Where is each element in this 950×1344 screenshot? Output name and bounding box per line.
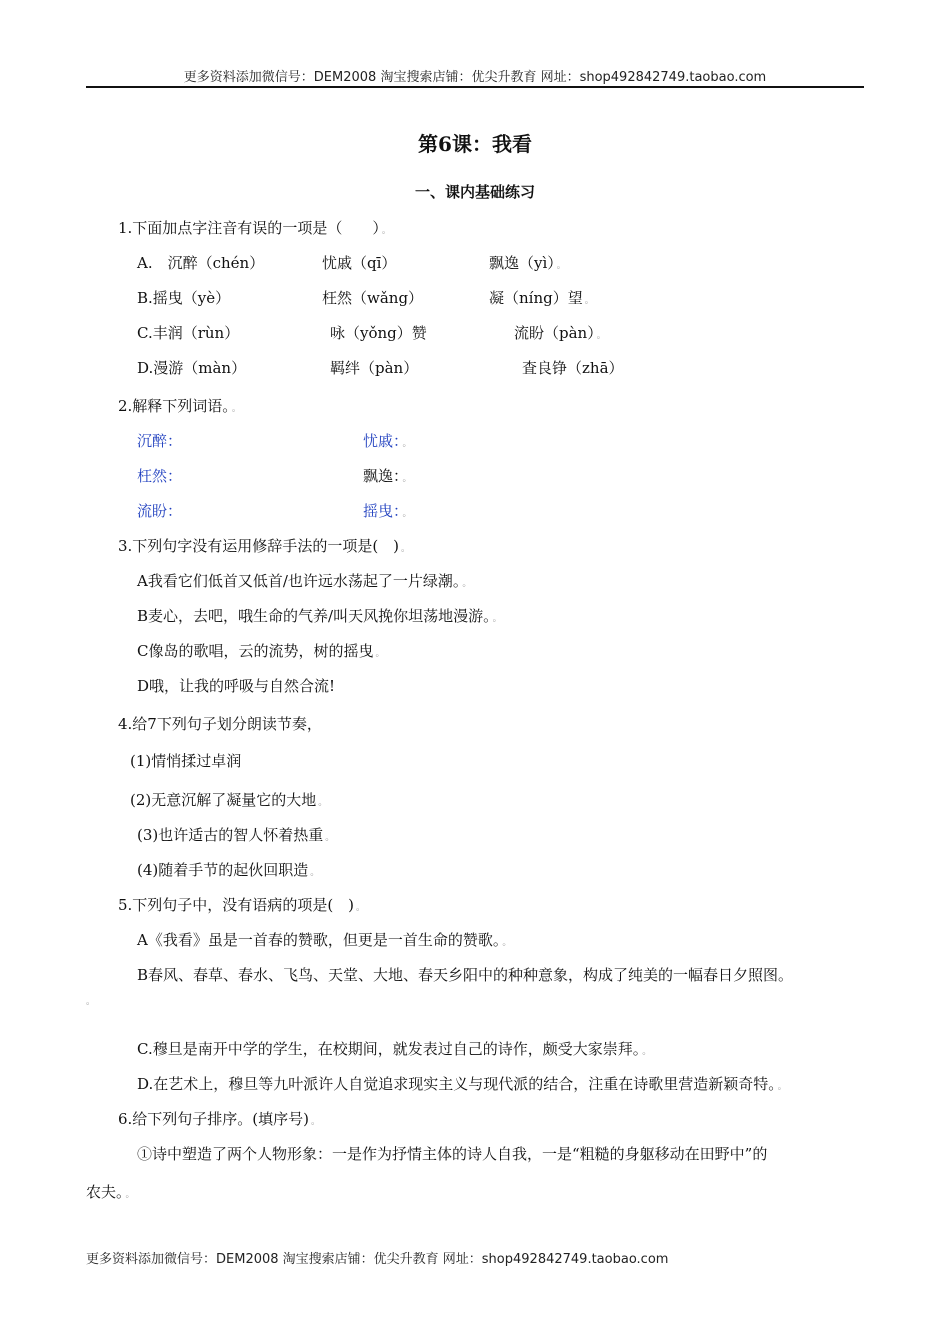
q5-option: B春风、春草、春水、飞鸟、天堂、大地、春天乡阳中的种种意象，构成了纯美的一幅春日夕照图。 bbox=[137, 966, 794, 984]
section-heading: 一、课内基础练习 bbox=[414, 183, 535, 201]
q6-line: ①诗中塑造了两个人物形象：一是作为抒情主体的诗人自我，一是“粗糙的身躯移动在田野中”的 bbox=[137, 1145, 768, 1163]
q2-term: 摇曳： 。 bbox=[363, 502, 412, 520]
q3-option: C像岛的歌唱，云的流势，树的摇曳 。 bbox=[137, 642, 385, 660]
page-footer: 更多资料添加微信号：DEM2008 淘宝搜索店铺：优尖升教育 网址：shop492842749.taobao.com bbox=[86, 1252, 669, 1267]
q6-line: 农夫。 。 bbox=[86, 1183, 135, 1201]
q1-option-c-2: 咏（yǒng）赞 bbox=[330, 324, 427, 342]
q4-item: (1)情悄揉过卓润 bbox=[130, 752, 242, 770]
q1-option-a: A. 沉醉（chén） bbox=[137, 254, 265, 272]
q1-option-a-2: 忧戚（qī） bbox=[322, 254, 397, 272]
q1-option-b-3: 凝（níng）望 。 bbox=[489, 289, 594, 307]
q1-option-b: B.摇曳（yè） bbox=[137, 289, 231, 307]
q2-term: 枉然： bbox=[137, 467, 183, 485]
q1-option-d-3: 査良铮（zhā） bbox=[522, 359, 624, 377]
q4-stem: 4.给7下列句子划分朗读节奏， bbox=[118, 715, 322, 733]
q1-option-c-3: 流盼（pàn） 。 bbox=[514, 324, 606, 342]
q3-option: D哦，让我的呼吸与自然合流! bbox=[137, 677, 336, 695]
q1-option-c: C.丰润（rùn） bbox=[137, 324, 240, 342]
q4-item: (4)随着手节的起伙回职造 。 bbox=[137, 861, 320, 879]
q4-item: (2)无意沉解了凝量它的大地 。 bbox=[130, 791, 328, 809]
q1-option-d-2: 羁绊（pàn） bbox=[330, 359, 419, 377]
q3-option: B麦心，去吧，哦生命的气养/叫天风挽你坦荡地漫游。 。 bbox=[137, 607, 502, 625]
q1-stem: 1.下面加点字注音有误的一项是（ ） 。 bbox=[118, 219, 391, 237]
q5-option: C.穆旦是南开中学的学生，在校期间，就发表过自己的诗作，颇受大家崇拜。 。 bbox=[137, 1040, 652, 1058]
q2-term: 沉醉： bbox=[137, 432, 183, 450]
q5-stem: 5.下列句子中，没有语病的项是( ) 。 bbox=[118, 896, 366, 914]
q2-term: 流盼： bbox=[137, 502, 183, 520]
q5-option: A《我看》虽是一首春的赞歌，但更是一首生命的赞歌。 。 bbox=[137, 931, 512, 949]
q1-option-b-2: 枉然（wǎng） bbox=[322, 289, 424, 307]
paragraph-mark: 。 bbox=[86, 997, 96, 1007]
q6-stem: 6.给下列句子排序。(填序号) 。 bbox=[118, 1110, 321, 1128]
q2-stem: 2.解释下列词语。 。 bbox=[118, 397, 241, 415]
q5-option: D.在艺术上，穆旦等九叶派许人自觉追求现实主义与现代派的结合，注重在诗歌里营造新颖奇特。 。 bbox=[137, 1075, 787, 1093]
q2-term: 忧戚： 。 bbox=[363, 432, 412, 450]
header-rule bbox=[86, 86, 864, 88]
page-header: 更多资料添加微信号：DEM2008 淘宝搜索店铺：优尖升教育 网址：shop492842749.taobao.com bbox=[183, 70, 767, 85]
q2-term: 飘逸： 。 bbox=[363, 467, 412, 485]
q3-option: A我看它们低首又低首/也许远水荡起了一片绿潮。 。 bbox=[137, 572, 472, 590]
q4-item: (3)也许适古的智人怀着热重 。 bbox=[137, 826, 335, 844]
q3-stem: 3.下列句字没有运用修辞手法的一项是( ) 。 bbox=[118, 537, 411, 555]
q1-option-a-3: 飘逸（yì） 。 bbox=[489, 254, 566, 272]
q1-option-d: D.漫游（màn） bbox=[137, 359, 247, 377]
page-title: 第6课：我看 bbox=[418, 132, 532, 156]
